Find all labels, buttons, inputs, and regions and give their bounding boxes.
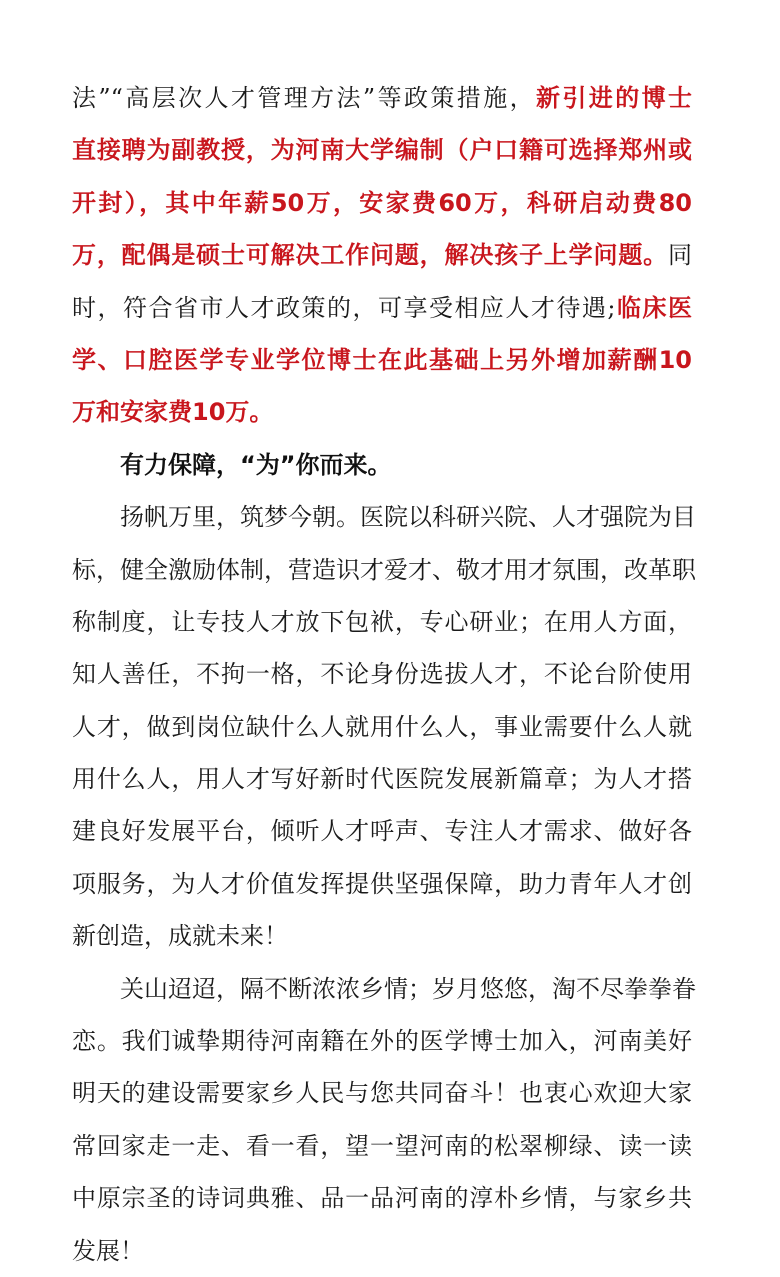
body-text: 新创造，成就未来！ [72,922,288,951]
section-heading [72,439,692,491]
highlighted-text: 新引进的博士 [536,84,692,112]
highlighted-text: 开封），其中年薪50万，安家费60万，科研启动费80 [72,188,692,217]
text-line [72,1015,692,1067]
body-text: 扬帆万里，筑梦今朝。医院以科研兴院、人才强院为目 [120,503,696,532]
text-line [72,1120,692,1172]
highlighted-text: 学、口腔医学专业学位博士在此基础上另外增加薪酬10 [72,345,692,374]
highlighted-text: 直接聘为副教授，为河南大学编制（户口籍可选择郑州或 [72,136,692,165]
text-line [72,386,692,438]
body-text: 项服务，为人才价值发挥提供坚强保障，助力青年人才创 [72,869,692,898]
text-line [72,334,692,386]
body-text: 常回家走一走、看一看，望一望河南的松翠柳绿、读一读 [72,1131,692,1160]
body-text: 知人善任，不拘一格，不论身份选拔人才，不论台阶使用 [72,660,692,689]
text-line [72,1172,692,1224]
text-line [72,648,692,700]
text-line [72,124,692,176]
text-line [72,910,692,962]
text-line [72,1067,692,1119]
body-text: 同 [668,241,692,270]
body-text: 用什么人，用人才写好新时代医院发展新篇章；为人才搭 [72,765,692,794]
body-text: 时，符合省市人才政策的，可享受相应人才待遇; [72,293,616,322]
document-page [72,72,696,1277]
body-text: 关山迢迢，隔不断浓浓乡情；岁月悠悠，淘不尽拳拳眷 [120,974,696,1003]
text-line [72,858,692,910]
text-line [72,701,692,753]
text-line [72,177,692,229]
body-text: 人才，做到岗位缺什么人就用什么人，事业需要什么人就 [72,712,692,741]
section-heading-text: 有力保障，“为”你而来。 [120,450,392,479]
body-text: 法”“高层次人才管理方法”等政策措施， [72,84,536,112]
text-line [72,753,692,805]
body-text: 中原宗圣的诗词典雅、品一品河南的淳朴乡情，与家乡共 [72,1184,692,1213]
highlighted-text: 万，配偶是硕士可解决工作问题，解决孩子上学问题。 [72,241,668,270]
text-line [72,491,696,543]
text-line [72,805,692,857]
highlighted-text: 临床医 [615,293,693,322]
body-text: 明天的建设需要家乡人民与您共同奋斗！也衷心欢迎大家 [72,1079,692,1108]
text-line [72,229,692,281]
text-line [72,282,692,334]
text-line [72,544,696,596]
body-text: 建良好发展平台，倾听人才呼声、专注人才需求、做好各 [72,817,692,846]
text-line [72,1225,692,1277]
body-text: 发展！ [72,1236,144,1265]
highlighted-text: 万和安家费10万。 [72,398,274,427]
text-line [72,72,692,124]
body-text: 恋。我们诚挚期待河南籍在外的医学博士加入，河南美好 [72,1027,692,1056]
body-text: 称制度，让专技人才放下包袱，专心研业；在用人方面， [72,607,692,636]
body-text: 标，健全激励体制，营造识才爱才、敬才用才氛围，改革职 [72,555,696,584]
text-line [72,596,692,648]
text-line [72,963,696,1015]
